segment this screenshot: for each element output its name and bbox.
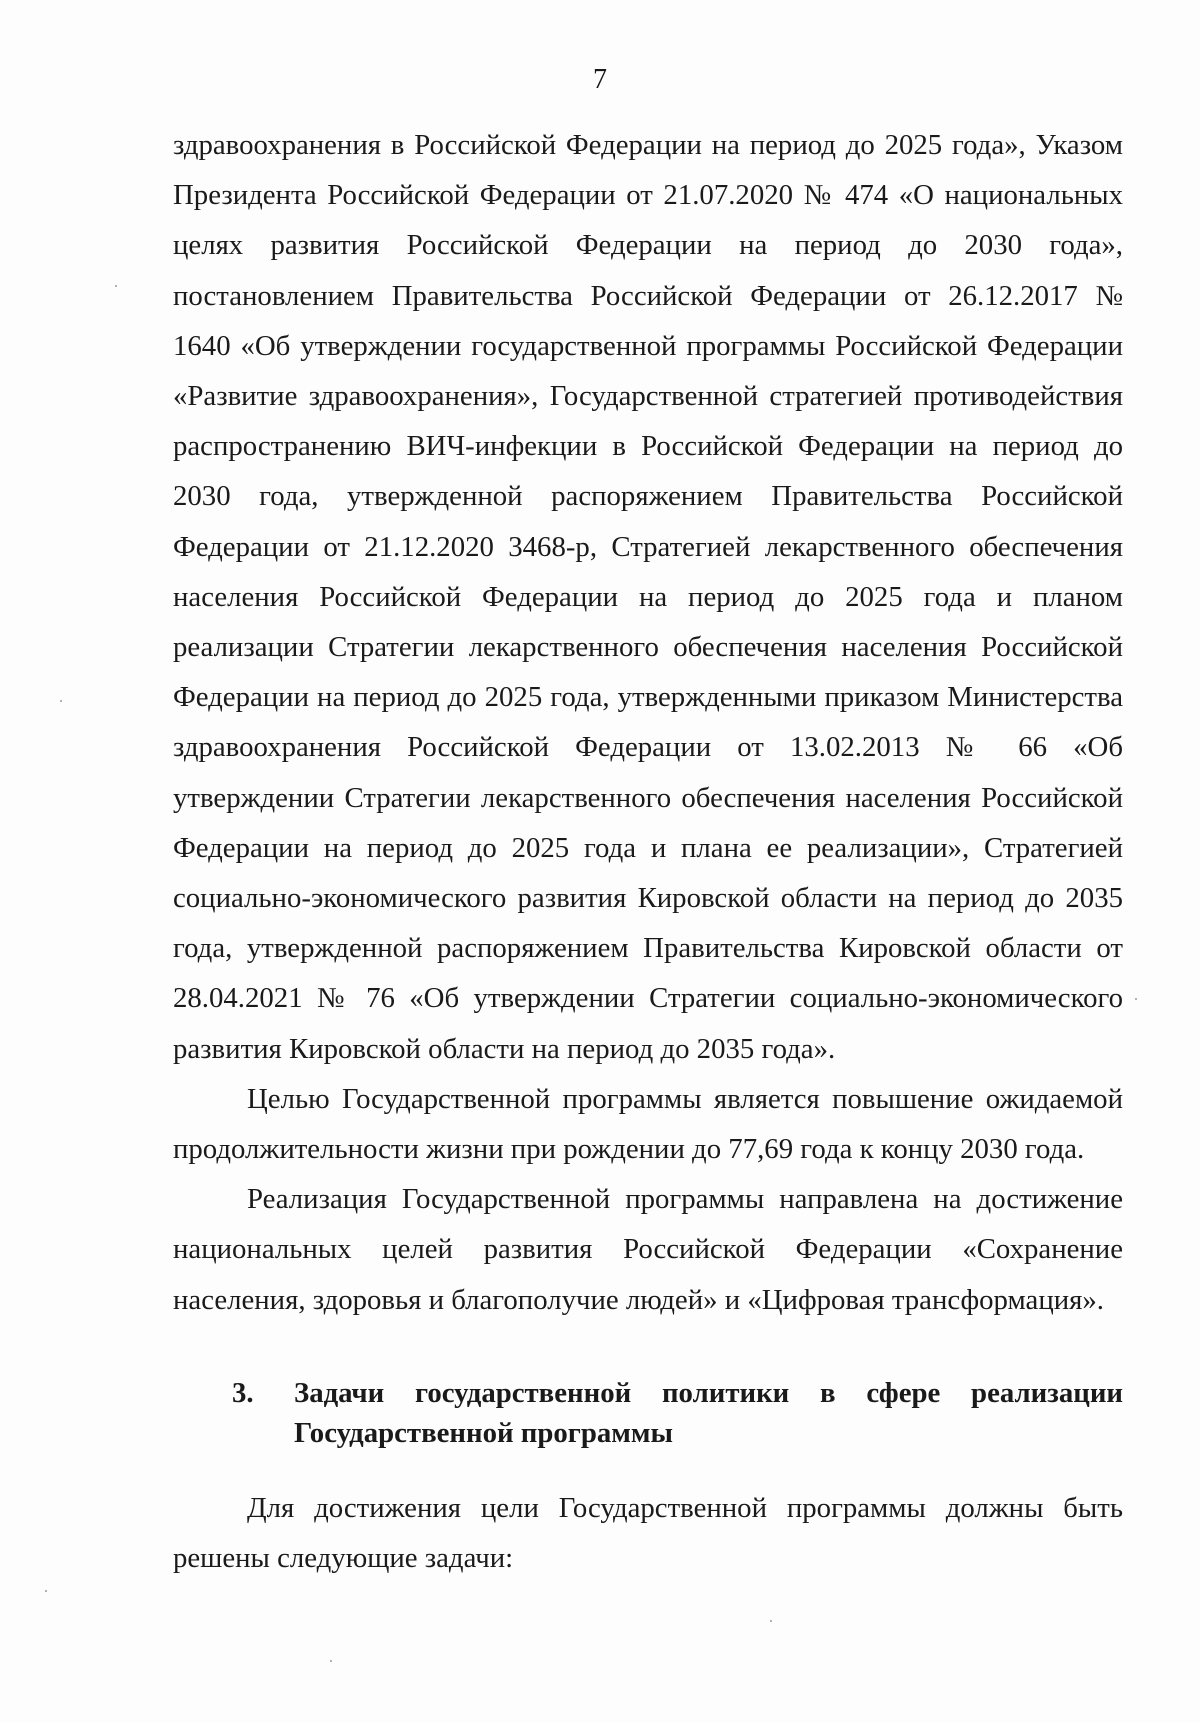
body-paragraph-goal: Целью Государственной программы является повышение ожидаемой продолжительности жизни при рождении до 77,69 года к концу 2030 года. — [173, 1082, 1123, 1166]
scan-speck — [330, 1660, 332, 1662]
section-title: Задачи государственной политики в сфере реализации Государственной программы — [294, 1376, 1123, 1449]
scan-speck — [45, 1590, 47, 1592]
page-number: 7 — [593, 64, 607, 95]
scan-speck — [60, 700, 62, 702]
scan-speck — [770, 1620, 772, 1622]
section-heading — [173, 1373, 1123, 1453]
scan-speck — [115, 285, 117, 287]
document-body — [173, 120, 1123, 1583]
section-number: 3. — [232, 1376, 254, 1409]
body-paragraph-tasks-intro: Для достижения цели Государственной программы должны быть решены следующие задачи: — [173, 1491, 1123, 1575]
body-paragraph-continued: здравоохранения в Российской Федерации на период до 2025 года», Указом Президента Российской Федерации от 21.07.2020 № 474 «О национальных целях развития Российской Федерации на период до 2030 года», постановлением Правительства Российской Федерации от 26.12.2017 № 1640 «Об утверждении государственной программы Российской Федерации «Развитие здравоохранения», Государственной стратегией противодействия распространению ВИЧ-инфекции в Российской Федерации на период до 2030 года, утвержденной распоряжением Правительства Российской Федерации от 21.12.2020 3468-р, Стратегией лекарственного обеспечения населения Российской Федерации на период до 2025 года и планом реализации Стратегии лекарственного обеспечения населения Российской Федерации на период до 2025 года, утвержденными приказом Министерства здравоохранения Российской Федерации от 13.02.2013 № 66 «Об утверждении Стратегии лекарственного обеспечения населения Российской Федерации на период до 2025 года и плана ее реализации», Стратегией социально-экономического развития Кировской области на период до 2035 года, утвержденной распоряжением Правительства Кировской области от 28.04.2021 № 76 «Об утверждении Стратегии социально-экономического развития Кировской области на период до 2035 года». — [173, 129, 1123, 1065]
scan-speck — [1135, 998, 1137, 1000]
body-paragraph-national-goals: Реализация Государственной программы направлена на достижение национальных целей развития Российской Федерации «Сохранение населения, здоровья и благополучие людей» и «Цифровая трансформация». — [173, 1183, 1123, 1316]
